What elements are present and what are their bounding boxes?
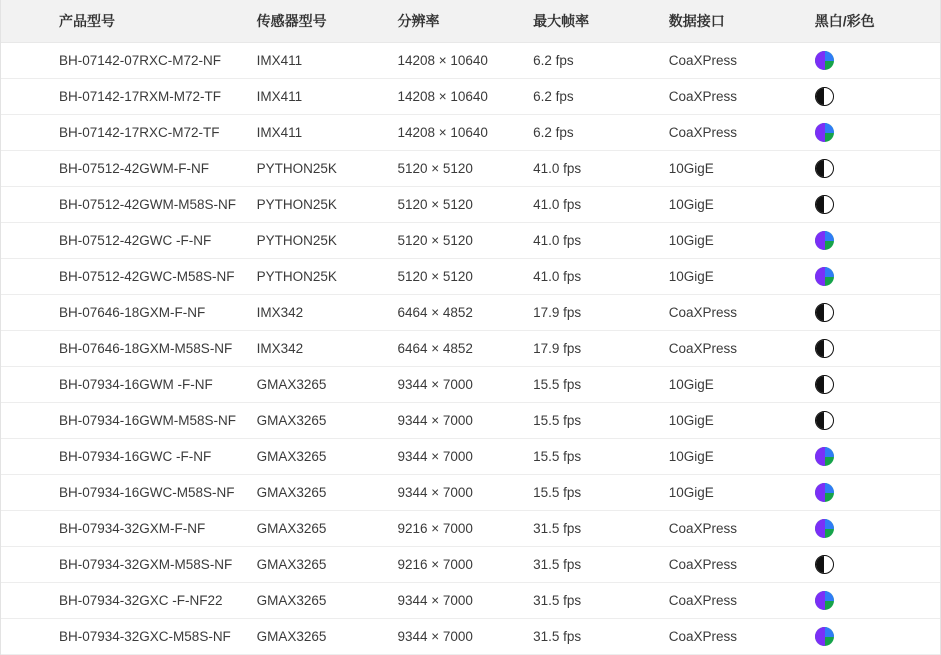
table-row xyxy=(1,547,940,583)
cell-interface: 10GigE xyxy=(669,259,815,295)
cell-colortype xyxy=(815,511,940,547)
cell-model: BH-07934-32GXC -F-NF22 xyxy=(1,583,257,619)
cell-model: BH-07512-42GWC -F-NF xyxy=(1,223,257,259)
cell-interface: 10GigE xyxy=(669,439,815,475)
cell-model: BH-07646-18GXM-M58S-NF xyxy=(1,331,257,367)
cell-resolution: 9216 × 7000 xyxy=(397,511,533,547)
cell-interface: CoaXPress xyxy=(669,583,815,619)
cell-colortype xyxy=(815,367,940,403)
table-row xyxy=(1,295,940,331)
cell-resolution: 6464 × 4852 xyxy=(397,331,533,367)
column-header-sensor: 传感器型号 xyxy=(257,0,398,43)
cell-sensor: PYTHON25K xyxy=(257,223,398,259)
cell-resolution: 9344 × 7000 xyxy=(397,475,533,511)
cell-framerate: 31.5 fps xyxy=(533,619,669,655)
cell-interface: CoaXPress xyxy=(669,619,815,655)
cell-resolution: 6464 × 4852 xyxy=(397,295,533,331)
cell-framerate: 41.0 fps xyxy=(533,223,669,259)
cell-interface: 10GigE xyxy=(669,223,815,259)
table-row xyxy=(1,439,940,475)
table-row xyxy=(1,475,940,511)
cell-framerate: 41.0 fps xyxy=(533,187,669,223)
cell-framerate: 31.5 fps xyxy=(533,583,669,619)
cell-resolution: 14208 × 10640 xyxy=(397,115,533,151)
cell-framerate: 41.0 fps xyxy=(533,259,669,295)
cell-framerate: 15.5 fps xyxy=(533,475,669,511)
cell-resolution: 9344 × 7000 xyxy=(397,439,533,475)
table-row xyxy=(1,367,940,403)
color-sensor-icon xyxy=(815,483,834,502)
cell-colortype xyxy=(815,43,940,79)
cell-framerate: 31.5 fps xyxy=(533,547,669,583)
cell-resolution: 5120 × 5120 xyxy=(397,187,533,223)
color-sensor-icon xyxy=(815,123,834,142)
color-sensor-icon xyxy=(815,591,834,610)
cell-interface: CoaXPress xyxy=(669,331,815,367)
cell-colortype xyxy=(815,259,940,295)
column-header-model: 产品型号 xyxy=(1,0,257,43)
column-header-interface: 数据接口 xyxy=(669,0,815,43)
cell-framerate: 6.2 fps xyxy=(533,115,669,151)
cell-sensor: GMAX3265 xyxy=(257,403,398,439)
cell-interface: CoaXPress xyxy=(669,115,815,151)
mono-sensor-icon xyxy=(815,411,834,430)
cell-colortype xyxy=(815,223,940,259)
cell-sensor: PYTHON25K xyxy=(257,151,398,187)
cell-sensor: GMAX3265 xyxy=(257,583,398,619)
cell-interface: 10GigE xyxy=(669,151,815,187)
cell-model: BH-07934-16GWM-M58S-NF xyxy=(1,403,257,439)
cell-resolution: 5120 × 5120 xyxy=(397,223,533,259)
cell-sensor: IMX342 xyxy=(257,331,398,367)
table-row xyxy=(1,115,940,151)
cell-interface: 10GigE xyxy=(669,403,815,439)
cell-model: BH-07934-32GXC-M58S-NF xyxy=(1,619,257,655)
cell-colortype xyxy=(815,439,940,475)
cell-colortype xyxy=(815,151,940,187)
column-header-colortype: 黑白/彩色 xyxy=(815,0,940,43)
cell-colortype xyxy=(815,547,940,583)
cell-sensor: IMX411 xyxy=(257,79,398,115)
color-sensor-icon xyxy=(815,51,834,70)
cell-sensor: IMX411 xyxy=(257,115,398,151)
cell-interface: 10GigE xyxy=(669,475,815,511)
cell-sensor: GMAX3265 xyxy=(257,475,398,511)
cell-resolution: 9344 × 7000 xyxy=(397,367,533,403)
cell-colortype xyxy=(815,187,940,223)
table-row xyxy=(1,43,940,79)
cell-interface: CoaXPress xyxy=(669,511,815,547)
cell-sensor: PYTHON25K xyxy=(257,187,398,223)
cell-colortype xyxy=(815,619,940,655)
color-sensor-icon xyxy=(815,447,834,466)
cell-model: BH-07512-42GWM-M58S-NF xyxy=(1,187,257,223)
cell-interface: 10GigE xyxy=(669,187,815,223)
cell-resolution: 9344 × 7000 xyxy=(397,403,533,439)
cell-resolution: 14208 × 10640 xyxy=(397,79,533,115)
cell-colortype xyxy=(815,115,940,151)
table-row xyxy=(1,619,940,655)
cell-framerate: 15.5 fps xyxy=(533,367,669,403)
cell-model: BH-07934-16GWC -F-NF xyxy=(1,439,257,475)
cell-framerate: 6.2 fps xyxy=(533,43,669,79)
cell-colortype xyxy=(815,295,940,331)
cell-model: BH-07142-07RXC-M72-NF xyxy=(1,43,257,79)
cell-framerate: 41.0 fps xyxy=(533,151,669,187)
cell-colortype xyxy=(815,331,940,367)
cell-model: BH-07512-42GWM-F-NF xyxy=(1,151,257,187)
mono-sensor-icon xyxy=(815,375,834,394)
table-row xyxy=(1,223,940,259)
cell-model: BH-07934-32GXM-F-NF xyxy=(1,511,257,547)
cell-sensor: GMAX3265 xyxy=(257,547,398,583)
cell-resolution: 9344 × 7000 xyxy=(397,619,533,655)
table-header xyxy=(1,0,940,43)
cell-framerate: 6.2 fps xyxy=(533,79,669,115)
color-sensor-icon xyxy=(815,267,834,286)
mono-sensor-icon xyxy=(815,303,834,322)
cell-model: BH-07646-18GXM-F-NF xyxy=(1,295,257,331)
table-row xyxy=(1,331,940,367)
table-row xyxy=(1,187,940,223)
cell-model: BH-07934-32GXM-M58S-NF xyxy=(1,547,257,583)
cell-sensor: GMAX3265 xyxy=(257,619,398,655)
cell-interface: CoaXPress xyxy=(669,79,815,115)
cell-sensor: GMAX3265 xyxy=(257,439,398,475)
cell-colortype xyxy=(815,583,940,619)
cell-interface: CoaXPress xyxy=(669,547,815,583)
cell-model: BH-07142-17RXM-M72-TF xyxy=(1,79,257,115)
mono-sensor-icon xyxy=(815,159,834,178)
cell-resolution: 5120 × 5120 xyxy=(397,259,533,295)
cell-resolution: 9344 × 7000 xyxy=(397,583,533,619)
table-header-row xyxy=(1,0,940,43)
cell-colortype xyxy=(815,475,940,511)
mono-sensor-icon xyxy=(815,195,834,214)
table-row xyxy=(1,583,940,619)
cell-colortype xyxy=(815,403,940,439)
table-row xyxy=(1,79,940,115)
column-header-resolution: 分辨率 xyxy=(397,0,533,43)
mono-sensor-icon xyxy=(815,555,834,574)
color-sensor-icon xyxy=(815,627,834,646)
cell-resolution: 9216 × 7000 xyxy=(397,547,533,583)
mono-sensor-icon xyxy=(815,339,834,358)
cell-sensor: GMAX3265 xyxy=(257,367,398,403)
table-row xyxy=(1,511,940,547)
cell-interface: CoaXPress xyxy=(669,295,815,331)
table-body xyxy=(1,43,940,655)
cell-model: BH-07934-16GWM -F-NF xyxy=(1,367,257,403)
cell-interface: 10GigE xyxy=(669,367,815,403)
color-sensor-icon xyxy=(815,519,834,538)
cell-framerate: 31.5 fps xyxy=(533,511,669,547)
cell-resolution: 5120 × 5120 xyxy=(397,151,533,187)
cell-framerate: 15.5 fps xyxy=(533,403,669,439)
cell-model: BH-07512-42GWC-M58S-NF xyxy=(1,259,257,295)
cell-colortype xyxy=(815,79,940,115)
cell-framerate: 17.9 fps xyxy=(533,331,669,367)
camera-spec-table xyxy=(1,0,940,655)
table-row xyxy=(1,403,940,439)
cell-interface: CoaXPress xyxy=(669,43,815,79)
cell-sensor: IMX342 xyxy=(257,295,398,331)
color-sensor-icon xyxy=(815,231,834,250)
table-row xyxy=(1,151,940,187)
table-row xyxy=(1,259,940,295)
cell-sensor: PYTHON25K xyxy=(257,259,398,295)
mono-sensor-icon xyxy=(815,87,834,106)
cell-resolution: 14208 × 10640 xyxy=(397,43,533,79)
cell-model: BH-07142-17RXC-M72-TF xyxy=(1,115,257,151)
cell-sensor: GMAX3265 xyxy=(257,511,398,547)
cell-framerate: 15.5 fps xyxy=(533,439,669,475)
cell-framerate: 17.9 fps xyxy=(533,295,669,331)
column-header-framerate: 最大帧率 xyxy=(533,0,669,43)
cell-sensor: IMX411 xyxy=(257,43,398,79)
cell-model: BH-07934-16GWC-M58S-NF xyxy=(1,475,257,511)
